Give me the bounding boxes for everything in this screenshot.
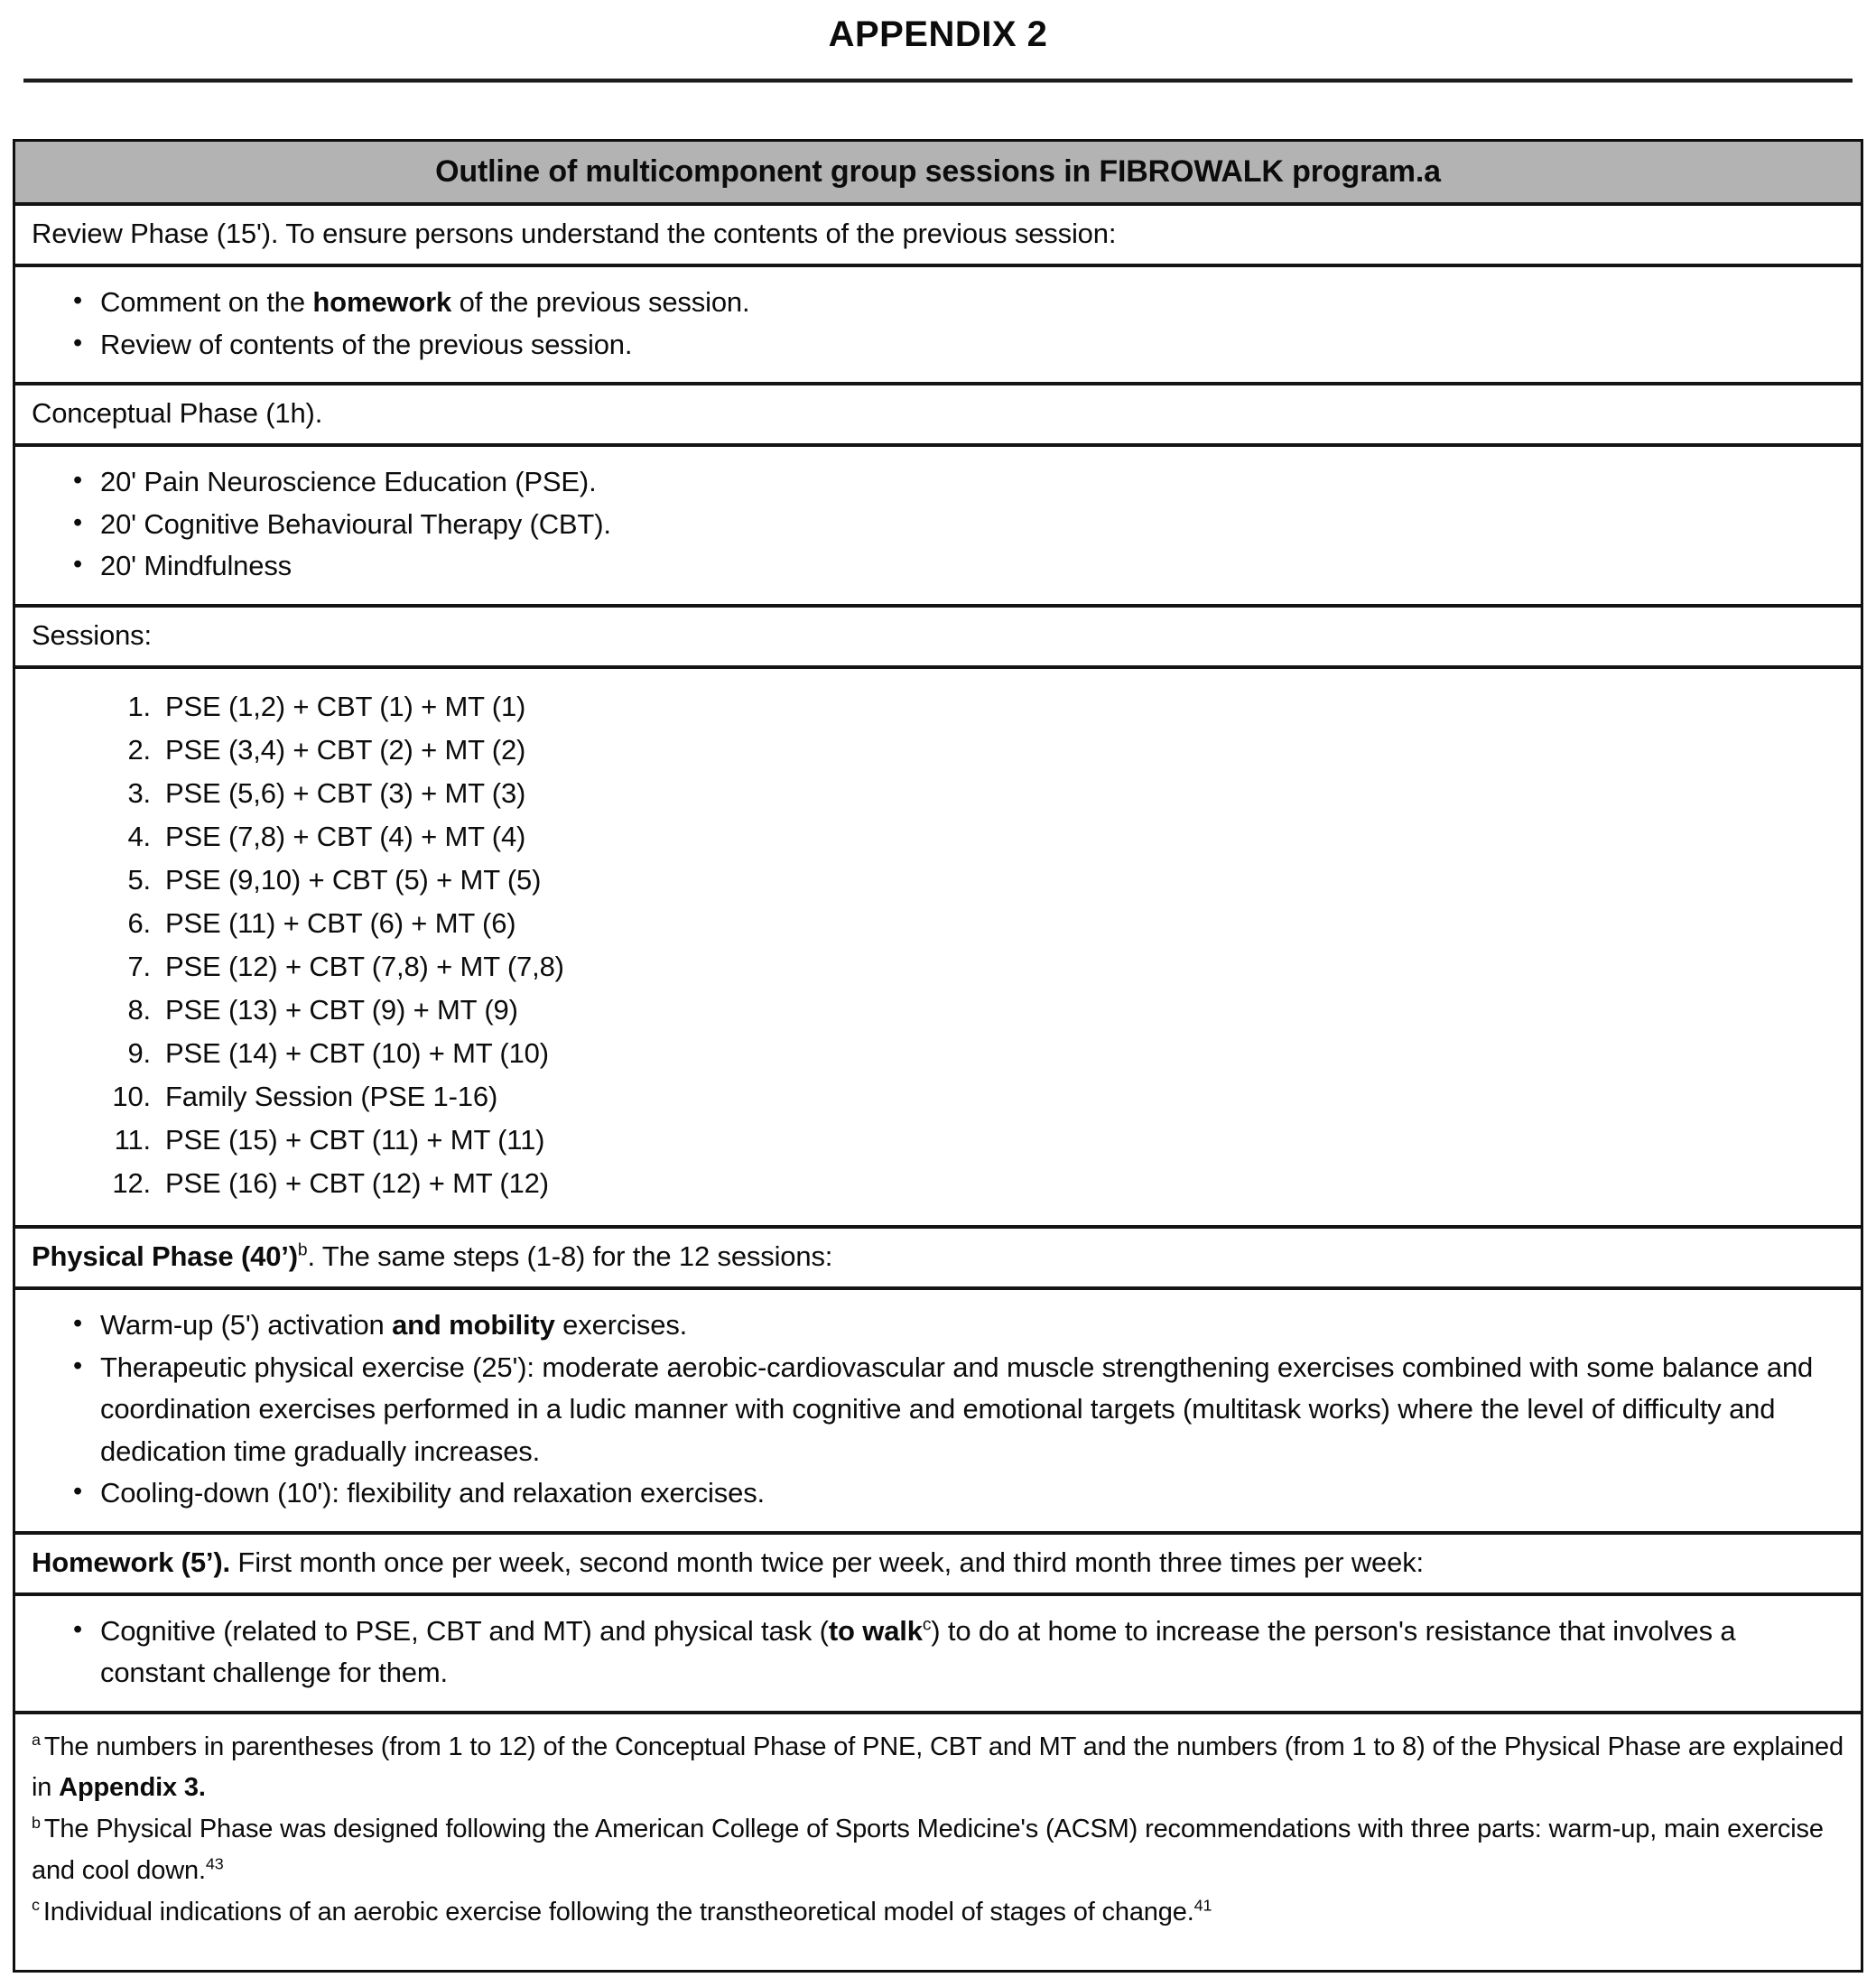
session-number: 2. (127, 733, 151, 766)
text-segment-bold: to walk (828, 1614, 923, 1647)
text-segment: The Physical Phase was designed following the American College of Sports Medicine's (ACSM) recommendations with three parts: warm-up, main exercise and cool down. (32, 1815, 1824, 1885)
conceptual-phase-text: Conceptual Phase (1h). (32, 397, 323, 429)
session-item (102, 945, 1839, 989)
bullet-text: 20' Cognitive Behavioural Therapy (CBT). (100, 507, 611, 540)
bullet-text (100, 1611, 1839, 1695)
list-item (73, 1611, 1839, 1695)
list-item (73, 504, 1839, 546)
text-segment: Warm-up (5') activation (100, 1309, 393, 1342)
session-number: 11. (114, 1123, 151, 1156)
footnote-b (32, 1809, 1844, 1892)
text-segment-bold: and mobility (392, 1309, 555, 1342)
session-text: PSE (7,8) + CBT (4) + MT (4) (165, 820, 526, 852)
session-text: PSE (3,4) + CBT (2) + MT (2) (165, 733, 526, 766)
session-item (102, 1032, 1839, 1075)
list-item (73, 1347, 1839, 1473)
bullet-icon: • (73, 1351, 82, 1380)
row-physical-phase (15, 1225, 1861, 1286)
page-title: APPENDIX 2 (828, 14, 1048, 54)
bullet-text (100, 1305, 1839, 1347)
session-number: 6. (127, 906, 151, 939)
list-item (73, 461, 1839, 504)
bullet-icon: • (73, 1309, 82, 1339)
session-item (102, 729, 1839, 772)
text-segment: Cognitive (related to PSE, CBT and MT) and physical task ( (100, 1614, 829, 1647)
bullet-icon: • (73, 550, 82, 579)
session-text: PSE (5,6) + CBT (3) + MT (3) (165, 776, 526, 809)
session-number: 3. (127, 776, 151, 809)
session-item (102, 1119, 1839, 1162)
list-item (73, 324, 1839, 367)
appendix-table (13, 139, 1863, 1973)
review-phase-text: Review Phase (15'). To ensure persons understand the contents of the previous session: (32, 218, 1117, 249)
session-item (102, 859, 1839, 902)
text-segment-bold: homework (312, 286, 452, 318)
homework-tail: First month once per week, second month twice per week, and third month three times per week: (229, 1546, 1425, 1578)
session-number: 5. (127, 863, 151, 896)
list-item (73, 1305, 1839, 1347)
bullet-icon: • (73, 328, 82, 357)
session-text: PSE (11) + CBT (6) + MT (6) (165, 906, 516, 939)
physical-phase-tail: . The same steps (1-8) for the 12 sessions: (307, 1240, 833, 1273)
bullet-icon: • (73, 507, 82, 537)
footnote-a (32, 1727, 1844, 1810)
session-number: 10. (112, 1080, 151, 1112)
session-number: 1. (127, 690, 151, 722)
bullet-icon: • (73, 466, 82, 495)
session-text: PSE (12) + CBT (7,8) + MT (7,8) (165, 950, 564, 982)
session-text: PSE (16) + CBT (12) + MT (12) (165, 1167, 549, 1200)
footnote-c-ref: 41 (1193, 1896, 1212, 1915)
physical-phase-footnote-mark: b (297, 1240, 308, 1260)
row-sessions-list (15, 665, 1861, 1226)
row-review-bullets (15, 264, 1861, 382)
text-segment: Comment on the (100, 286, 313, 318)
table-title-row (15, 142, 1861, 202)
session-text: PSE (14) + CBT (10) + MT (10) (165, 1036, 549, 1069)
session-item (102, 1075, 1839, 1119)
bullet-text: 20' Pain Neuroscience Education (PSE). (100, 466, 597, 497)
session-text: PSE (13) + CBT (9) + MT (9) (165, 993, 518, 1026)
bullet-text: Cooling-down (10'): flexibility and relaxation exercises. (100, 1477, 765, 1509)
list-item (73, 545, 1839, 588)
session-text: PSE (9,10) + CBT (5) + MT (5) (165, 863, 542, 896)
row-conceptual-bullets (15, 443, 1861, 604)
session-number: 9. (127, 1036, 151, 1069)
physical-phase-bold: Physical Phase (40’) (32, 1240, 298, 1273)
appendix-table-wrap (13, 139, 1863, 1973)
bullet-text (100, 282, 1839, 324)
session-text: PSE (1,2) + CBT (1) + MT (1) (165, 690, 526, 722)
session-item (102, 989, 1839, 1032)
session-item (102, 1162, 1839, 1205)
row-homework-bullet (15, 1592, 1861, 1711)
session-text: PSE (15) + CBT (11) + MT (11) (165, 1123, 545, 1156)
session-number: 4. (127, 820, 151, 852)
session-item (102, 685, 1839, 729)
list-item (73, 1472, 1839, 1515)
session-item (102, 815, 1839, 859)
row-physical-bullets (15, 1286, 1861, 1531)
text-segment: The numbers in parentheses (from 1 to 12) of the Conceptual Phase of PNE, CBT and MT and the numbers (from 1 to 8) of the Physical Phase are explained in (32, 1732, 1843, 1803)
session-item (102, 902, 1839, 945)
bullet-text: 20' Mindfulness (100, 550, 293, 581)
session-number: 7. (127, 950, 151, 982)
footnote-b-ref: 43 (205, 1854, 224, 1873)
bullet-icon: • (73, 286, 82, 315)
title-divider (23, 79, 1853, 83)
row-review-phase (15, 202, 1861, 264)
bullet-icon: • (73, 1614, 82, 1644)
text-segment: exercises. (554, 1309, 688, 1342)
session-number: 8. (127, 993, 151, 1026)
row-homework (15, 1531, 1861, 1592)
session-text: Family Session (PSE 1-16) (165, 1080, 498, 1112)
text-segment: Individual indications of an aerobic exercise following the transtheoretical model of stages of change. (42, 1897, 1194, 1927)
row-conceptual-phase (15, 382, 1861, 443)
text-segment: of the previous session. (451, 286, 750, 318)
bullet-icon: • (73, 1477, 82, 1507)
homework-bold: Homework (5’). (32, 1546, 230, 1578)
row-sessions-label (15, 604, 1861, 665)
list-item (73, 282, 1839, 324)
footnote-c (32, 1892, 1844, 1934)
session-number: 12. (112, 1167, 151, 1200)
text-segment: ) to do at home to increase the person's resistance that involves a constant challenge for them. (100, 1614, 1736, 1689)
sessions-label: Sessions: (32, 618, 152, 651)
row-footnotes (15, 1711, 1861, 1970)
table-title: Outline of multicomponent group sessions in FIBROWALK program.a (435, 154, 1441, 189)
session-item (102, 772, 1839, 815)
bullet-text: Therapeutic physical exercise (25'): moderate aerobic-cardiovascular and muscle strengthening exercises combined with some balance and coordination exercises performed in a ludic manner with cognitive and emotional targets (multitask works) where the level of difficulty and dedication time gradually increases. (100, 1351, 1814, 1467)
bullet-text: Review of contents of the previous session. (100, 328, 633, 360)
footnote-c-marker: c (32, 1896, 40, 1915)
footnote-a-marker: a (32, 1730, 41, 1749)
text-segment-bold: Appendix 3. (59, 1773, 206, 1803)
walk-footnote-mark: c (922, 1615, 932, 1635)
footnote-b-marker: b (32, 1813, 41, 1832)
